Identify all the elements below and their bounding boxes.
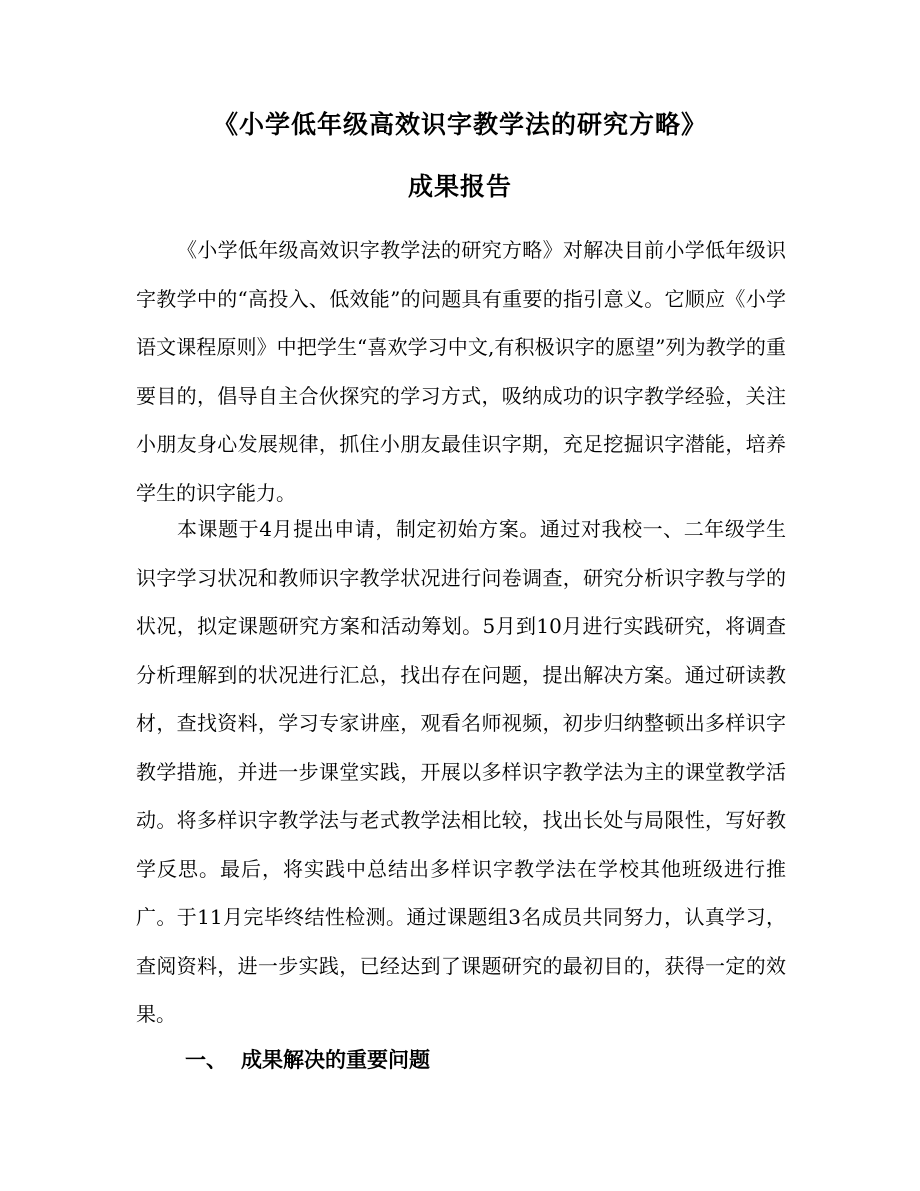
body-paragraph-process: 本课题于4月提出申请，制定初始方案。通过对我校一、二年级学生识字学习状况和教师识字教学状况进行问卷调查，研究分析识字教与学的状况，拟定课题研究方案和活动筹划。5月到10月进行实践研究，将调查分析理解到的状况进行汇总，找出存在问题，提出解决方案。通过研读教材，查找资料，学习专家讲座，观看名师视频，初步归纳整顿出多样识字教学措施，并进一步课堂实践，开展以多样识字教学法为主的课堂教学活动。将多样识字教学法与老式教学法相比较，找出长处与局限性，写好教学反思。最后，将实践中总结出多样识字教学法在学校其他班级进行推广。于11月完毕终结性检测。通过课题组3名成员共同努力，认真学习，查阅资料，进一步实践，已经达到了课题研究的最初目的，获得一定的效果。 [136, 517, 786, 1026]
document-title: 《小学低年级高效识字教学法的研究方略》 [212, 110, 707, 139]
body-paragraph-intro: 《小学低年级高效识字教学法的研究方略》对解决目前小学低年级识字教学中的“高投入、低效能”的问题具有重要的指引意义。它顺应《小学语文课程原则》中把学生“喜欢学习中文,有积极识字的愿望”列为教学的重要目的，倡导自主合伙探究的学习方式，吸纳成功的识字教学经验，关注小朋友身心发展规律，抓住小朋友最佳识字期，充足挖掘识字潜能，培养学生的识字能力。 [136, 238, 786, 505]
section-number: 一、 [185, 1048, 227, 1072]
section-title: 成果解决的重要问题 [241, 1048, 430, 1072]
section-heading [185, 1040, 430, 1080]
document-subtitle: 成果报告 [407, 172, 512, 201]
